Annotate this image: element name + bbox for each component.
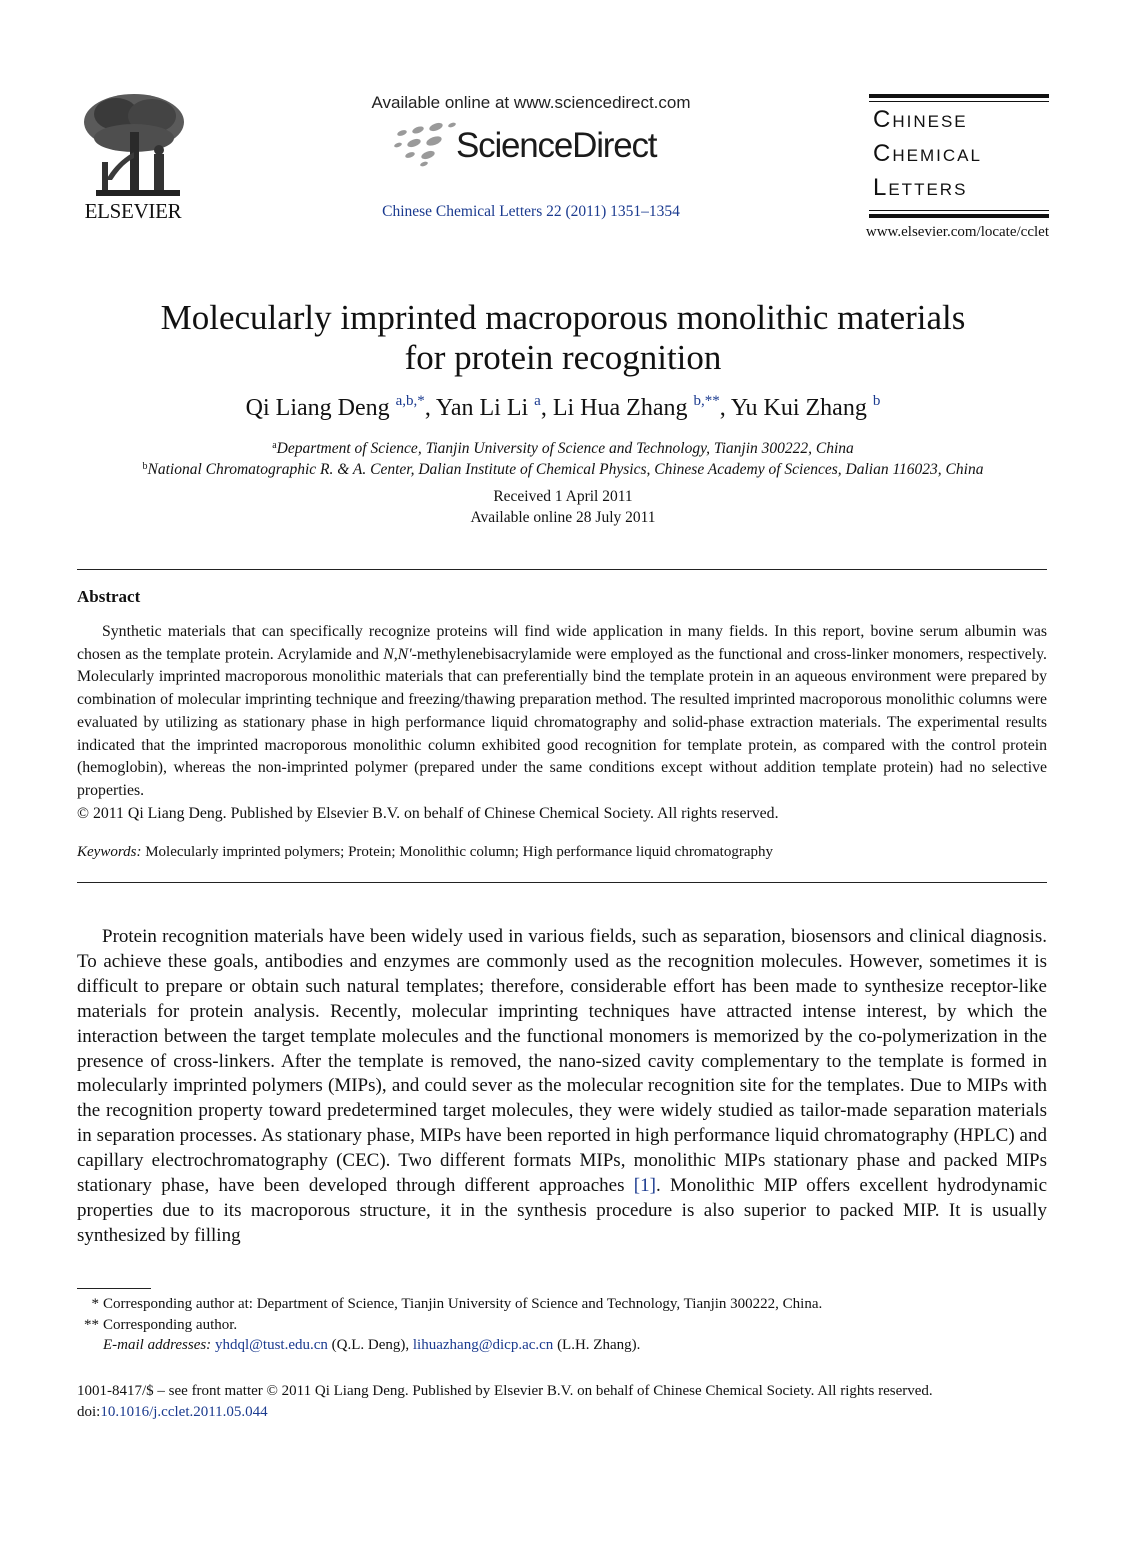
doi-label: doi: <box>77 1404 101 1420</box>
publisher-name: ELSEVIER <box>84 199 182 223</box>
footnotes <box>77 1294 1047 1356</box>
body-text-part-2: . Monolithic MIP offers excellent hydrodynamic properties due to its macroporous structure, it in the synthesis procedure is also superior to packed MIP. It is usually synthesized by filling <box>77 1175 1048 1246</box>
author-name: Yu Kui Zhang <box>730 395 867 421</box>
logo-rule-top <box>869 94 1049 98</box>
footnote-mark: ** <box>84 1316 99 1333</box>
author-list <box>77 393 1049 422</box>
front-matter-line: 1001-8417/$ – see front matter © 2011 Qi Liang Deng. Published by Elsevier B.V. on behalf of Chinese Chemical Society. All rights reserved. <box>77 1383 933 1399</box>
footnote-mark: * <box>91 1296 99 1312</box>
affiliation-text: National Chromatographic R. & A. Center, Dalian Institute of Chemical Physics, Chinese Academy of Sciences, Dalian 116023, China <box>147 461 984 478</box>
divider <box>77 569 1047 570</box>
citation-link[interactable]: [1] <box>633 1175 656 1197</box>
author-name: Qi Liang Deng <box>245 395 390 421</box>
journal-logo <box>869 94 1049 220</box>
author-name: Yan Li Li <box>435 395 529 421</box>
abstract-heading: Abstract <box>77 587 141 606</box>
doi-link[interactable]: 10.1016/j.cclet.2011.05.044 <box>100 1404 268 1420</box>
footnote-text: Corresponding author at: Department of Science, Tianjin University of Science and Technology, Tianjin 300222, China. <box>103 1296 823 1312</box>
keywords-label: Keywords: <box>77 844 142 860</box>
logo-rule-bottom-thin <box>869 210 1049 211</box>
logo-rule-top-thin <box>869 101 1049 102</box>
author-affiliation-marks[interactable]: b <box>872 393 881 409</box>
title-line-1: Molecularly imprinted macroporous monolithic materials <box>160 298 966 337</box>
email-owner: (Q.L. Deng), <box>331 1337 410 1353</box>
keywords <box>77 844 1047 861</box>
front-matter <box>77 1381 1047 1423</box>
author-separator: , <box>540 395 553 421</box>
author-separator: , <box>719 395 731 421</box>
journal-logo-line-3: Letters <box>873 174 968 201</box>
abstract-copyright: © 2011 Qi Liang Deng. Published by Elsevier B.V. on behalf of Chinese Chemical Society. All rights reserved. <box>77 804 779 822</box>
footnote-corresponding-2 <box>77 1315 1047 1336</box>
sciencedirect-dots-icon <box>392 121 458 167</box>
email-link-zhang[interactable]: lihuazhang@dicp.ac.cn <box>412 1337 554 1353</box>
abstract-italic-term: N,N′ <box>383 645 412 663</box>
sciencedirect-logo[interactable] <box>392 121 682 171</box>
journal-logo-line-1: Chinese <box>873 106 968 133</box>
body-paragraph <box>77 925 1047 1249</box>
footnote-emails <box>77 1335 1047 1356</box>
email-link-deng[interactable]: yhdql@tust.edu.cn <box>214 1337 328 1353</box>
footnote-divider <box>77 1288 151 1289</box>
author-affiliation-marks[interactable]: a <box>534 393 541 409</box>
journal-reference-link[interactable]: Chinese Chemical Letters 22 (2011) 1351–1354 <box>382 203 680 220</box>
title-line-2: for protein recognition <box>404 338 722 377</box>
email-label: E-mail addresses: <box>103 1337 212 1353</box>
received-date: Received 1 April 2011 <box>493 488 633 505</box>
available-online-text: Available online at www.sciencedirect.com <box>371 93 691 112</box>
keywords-list: Molecularly imprinted polymers; Protein; Monolithic column; High performance liquid chromatography <box>145 844 773 860</box>
affiliation-b <box>77 461 1049 479</box>
footnote-corresponding-1 <box>77 1294 1047 1315</box>
affiliation-a <box>77 440 1049 458</box>
author-name: Li Hua Zhang <box>552 395 688 421</box>
abstract-text <box>77 621 1047 825</box>
email-owner: (L.H. Zhang). <box>557 1337 641 1353</box>
sciencedirect-wordmark: ScienceDirect <box>456 126 657 165</box>
author-affiliation-marks[interactable]: a,b,* <box>395 393 425 409</box>
logo-rule-bottom <box>869 214 1049 218</box>
author-affiliation-marks[interactable]: b,** <box>693 393 720 409</box>
affiliation-mark: a <box>272 440 277 451</box>
footnote-text: Corresponding author. <box>103 1316 238 1333</box>
doi-line <box>77 1402 1047 1423</box>
affiliation-text: Department of Science, Tianjin University of Science and Technology, Tianjin 300222, China <box>276 440 854 457</box>
available-online-date: Available online 28 July 2011 <box>470 509 656 526</box>
article-title <box>77 298 1049 378</box>
journal-logo-line-2: Chemical <box>873 140 982 167</box>
divider <box>77 882 1047 883</box>
journal-url-link[interactable]: www.elsevier.com/locate/cclet <box>865 224 1049 240</box>
tree-icon <box>76 92 190 198</box>
affiliation-mark: b <box>142 461 148 472</box>
abstract-part-2: -methylenebisacrylamide were employed as the functional and cross-linker monomers, respectively. Molecularly imprinted macroporous monolithic materials that can preferentially bind the template protein in an aqueous environment were prepared by combination of molecular imprinting technique and freezing/thawing preparation method. The resulted imprinted macroporous monolithic columns were evaluated by utilizing as stationary phase in high performance liquid chromatography and solid-phase extraction materials. The experimental results indicated that the imprinted macroporous monolithic column exhibited good recognition for template protein, as compared with the control protein (hemoglobin), whereas the non-imprinted polymer (prepared under the same conditions except without addition template protein) had no selective properties. <box>77 645 1047 799</box>
abstract-part-1: Synthetic materials that can specifically recognize proteins will find wide application in many fields. In this report, bovine serum albumin was chosen as the template protein. Acrylamide and <box>77 623 1047 663</box>
body-text-part-1: Protein recognition materials have been widely used in various fields, such as separation, biosensors and clinical diagnosis. To achieve these goals, antibodies and enzymes are commonly used as the recognition molecules. However, sometimes it is difficult to prepare or obtain such natural templates; therefore, considerable effort has been made to synthesize receptor-like materials for protein analysis. Recently, molecular imprinting techniques have attracted intense interest, by which the interaction between the target template molecules and the functional monomers is memorized by the co-polymerization in the presence of cross-linkers. After the template is removed, the nano-sized cavity complementary to the template is formed in molecularly imprinted polymers (MIPs), and could sever as the molecular recognition site for the templates. Due to MIPs with the recognition property toward predetermined target molecules, they were widely studied as tailor-made separation materials in separation processes. As stationary phase, MIPs have been reported in high performance liquid chromatography (HPLC) and capillary electrochromatography (CEC). Two different formats MIPs, monolithic MIPs stationary phase and packed MIPs stationary phase, have been developed through different approaches <box>77 926 1047 1197</box>
author-separator: , <box>424 395 436 421</box>
